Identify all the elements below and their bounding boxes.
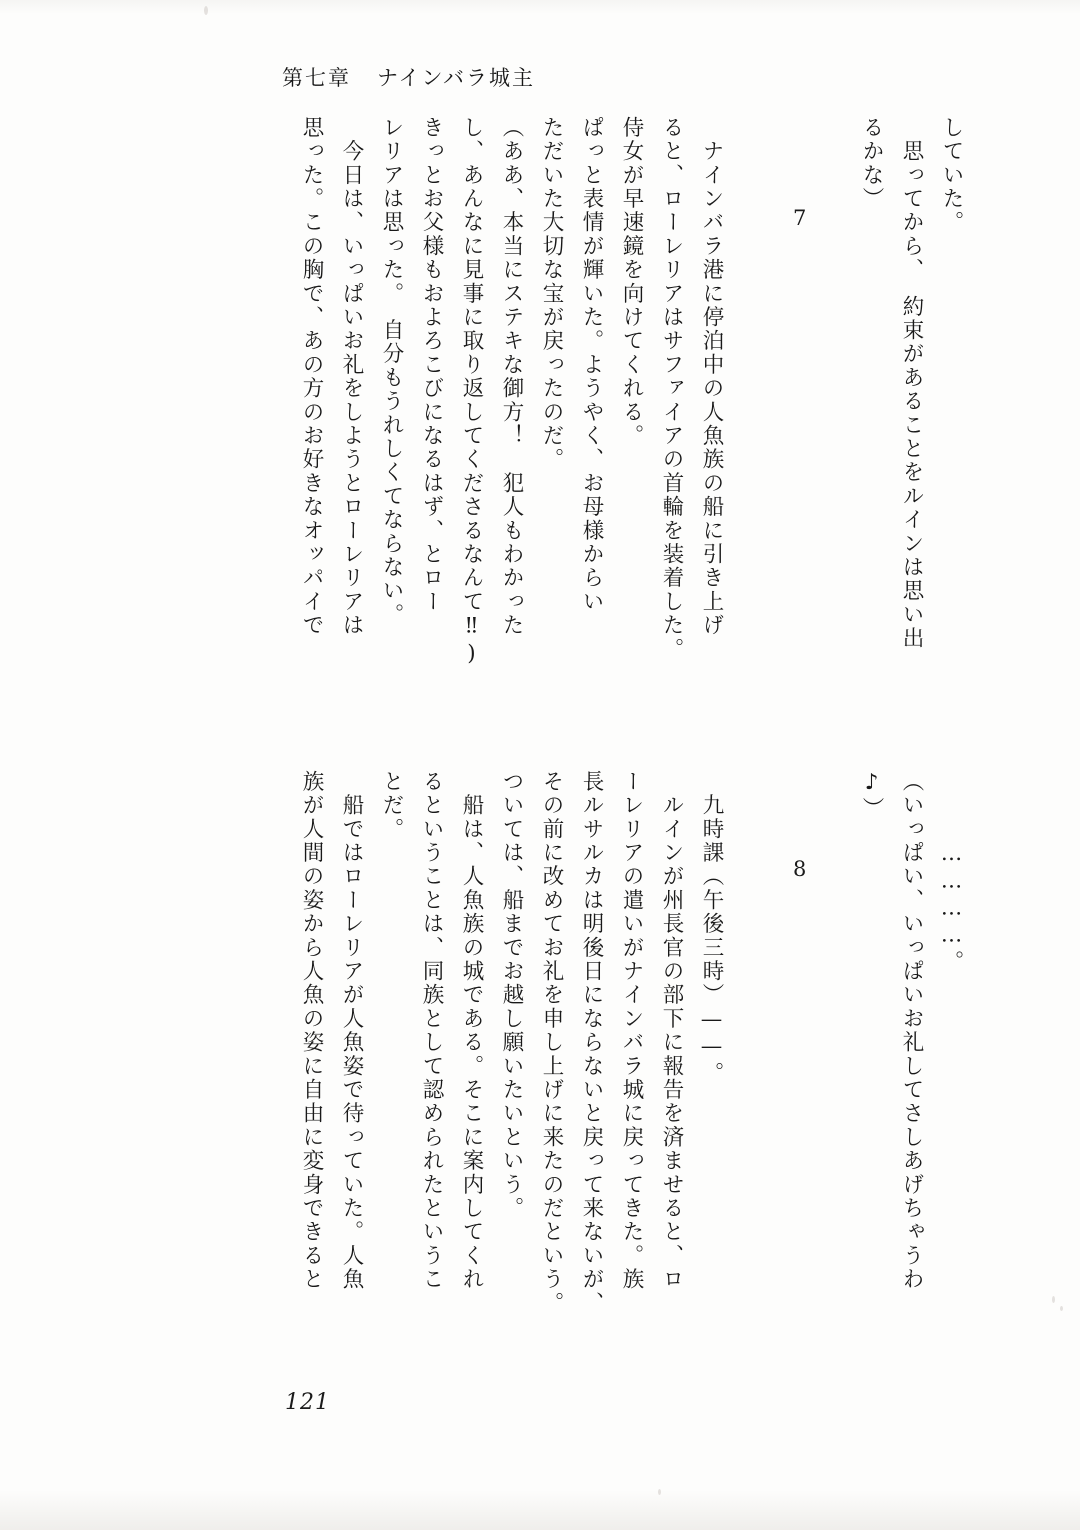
body-line: 船ではローレリアが人魚姿で待っていた。人魚 xyxy=(339,770,364,1292)
body-line: 長ルサルカは明後日にならないと戻って来ないが、 xyxy=(579,770,604,1316)
running-head-chapter: 第七章 xyxy=(282,66,351,90)
section-number-7: 7 xyxy=(793,206,807,230)
body-line: ナインバラ港に停泊中の人魚族の船に引き上げ xyxy=(699,116,724,638)
body-line: 九時課（午後三時）——。 xyxy=(699,770,724,1086)
body-line: その前に改めてお礼を申し上げに来たのだという。 xyxy=(539,770,564,1316)
section-number-8: 8 xyxy=(793,857,807,881)
body-line: ぱっと表情が輝いた。ようやく、お母様からい xyxy=(579,116,604,614)
scan-edge-top xyxy=(0,0,1080,14)
scan-speck xyxy=(658,1489,661,1495)
scan-edge-bottom xyxy=(0,1490,1080,1530)
body-line: 船は、人魚族の城である。そこに案内してくれ xyxy=(459,770,484,1292)
running-head xyxy=(282,62,535,92)
body-line: るかな） xyxy=(859,116,884,211)
body-line: レリアは思った。 自分もうれしくてならない。 xyxy=(379,116,404,627)
body-line: るということは、同族として認められたというこ xyxy=(419,770,444,1292)
body-line: し、あんなに見事に取り返してくださるなんて‼) xyxy=(459,116,484,669)
body-line: していた。 xyxy=(939,116,964,235)
body-line: ルインが州長官の部下に報告を済ませると、ロ xyxy=(659,770,684,1292)
scan-speck xyxy=(1060,1306,1063,1311)
body-line: ついては、船までお越し願いたいという。 xyxy=(499,770,524,1221)
body-line: …………。 xyxy=(939,770,964,974)
body-line: ただいた大切な宝が戻ったのだ。 xyxy=(539,116,564,472)
scan-speck xyxy=(1052,1296,1055,1303)
body-line: とだ。 xyxy=(379,770,404,842)
body-block-upper xyxy=(282,116,962,736)
body-line: （ああ、本当にステキな御方！ 犯人もわかった xyxy=(499,116,524,638)
body-line: きっとお父様もおよろこびになるはず、とロー xyxy=(419,116,444,614)
body-line: ると、ローレリアはサファイアの首輪を装着した。 xyxy=(659,116,684,662)
page-number: 121 xyxy=(285,1390,330,1415)
body-line: 今日は、いっぱいお礼をしようとローレリアは xyxy=(339,116,364,638)
body-line: 族が人間の姿から人魚の姿に自由に変身できると xyxy=(299,770,324,1292)
body-line: ーレリアの遣いがナインバラ城に戻ってきた。族 xyxy=(619,770,644,1292)
body-block-lower xyxy=(282,770,962,1395)
scan-speck xyxy=(204,6,208,15)
body-line: 侍女が早速鏡を向けてくれる。 xyxy=(619,116,644,448)
body-line: 思ってから、 約束があることをルインは思い出 xyxy=(899,116,924,651)
body-line: （いっぱい、いっぱいお礼してさしあげちゃうわ xyxy=(899,770,924,1292)
body-line: ♪） xyxy=(859,770,884,821)
body-line: 思った。この胸で、あの方のお好きなオッパイで xyxy=(299,116,324,638)
running-head-title: ナインバラ城主 xyxy=(377,66,536,90)
